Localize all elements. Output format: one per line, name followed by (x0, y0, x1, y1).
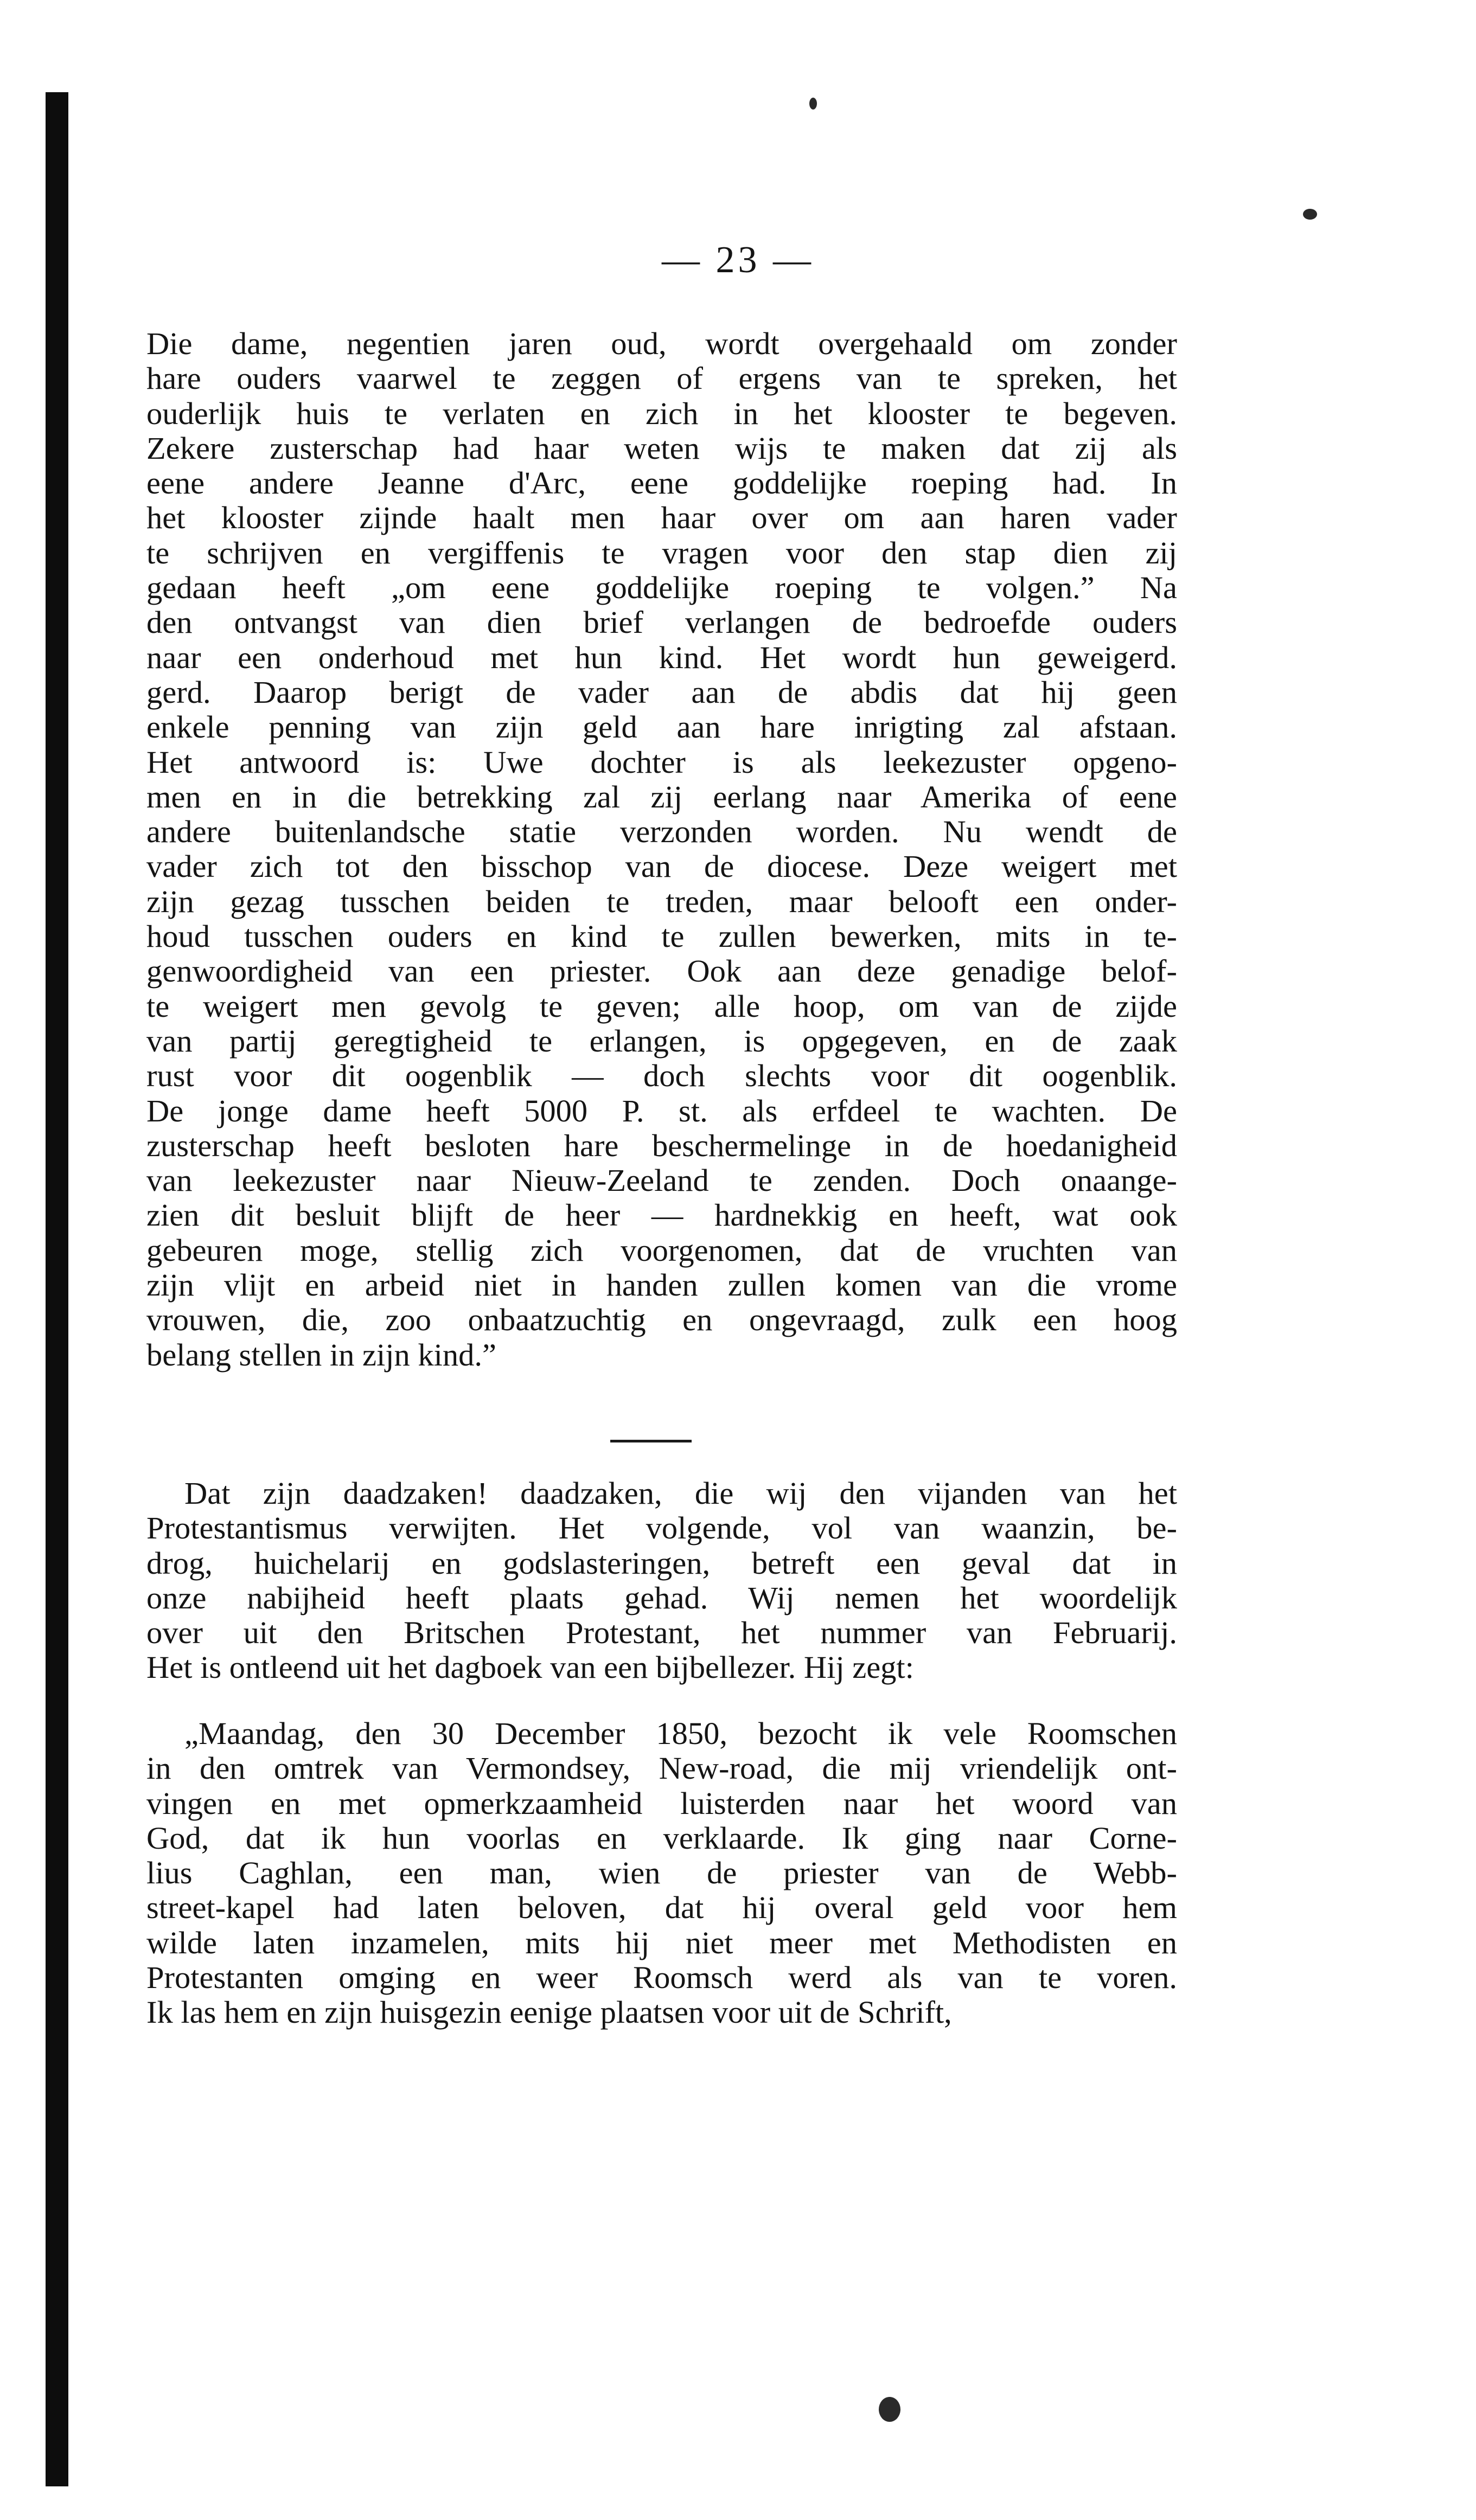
text-line: van partij geregtigheid te erlangen, is opgegeven, en de zaak (146, 1023, 1177, 1059)
text-line: eene andere Jeanne d'Arc, eene goddelijke roeping had. In (146, 465, 1177, 501)
text-line: enkele penning van zijn geld aan hare inrigting zal afstaan. (146, 709, 1177, 745)
text-line: te schrijven en vergiffenis te vragen voor den stap dien zij (146, 535, 1177, 570)
text-line: „Maandag, den 30 December 1850, bezocht ik vele Roomschen (184, 1716, 1177, 1751)
paragraph-3 (146, 1716, 1177, 2030)
text-line: houd tusschen ouders en kind te zullen bewerken, mits in te- (146, 919, 1177, 954)
text-line: andere buitenlandsche statie verzonden worden. Nu wendt de (146, 814, 1177, 850)
text-line: over uit den Britschen Protestant, het nummer van Februarij. (146, 1615, 1177, 1651)
text-line: genwoordigheid van een priester. Ook aan deze genadige belof- (146, 953, 1177, 989)
text-line: in den omtrek van Vermondsey, New-road, die mij vriendelijk ont- (146, 1750, 1177, 1786)
text-line: onze nabijheid heeft plaats gehad. Wij nemen het woordelijk (146, 1580, 1177, 1615)
text-line: vrouwen, die, zoo onbaatzuchtig en ongevraagd, zulk een hoog (146, 1302, 1177, 1338)
text-line: hare ouders vaarwel te zeggen of ergens van te spreken, het (146, 361, 1177, 396)
text-line: Het antwoord is: Uwe dochter is als leekezuster opgeno- (146, 744, 1177, 780)
text-line: gedaan heeft „om eene goddelijke roeping te volgen.” Na (146, 570, 1177, 606)
text-line: belang stellen in zijn kind.” (146, 1337, 496, 1373)
ink-speck (879, 2397, 900, 2422)
text-line: van leekezuster naar Nieuw-Zeeland te zenden. Doch onaange- (146, 1163, 1177, 1198)
text-line: wilde laten inzamelen, mits hij niet meer met Methodisten en (146, 1925, 1177, 1960)
text-line: lius Caghlan, een man, wien de priester van de Webb- (146, 1855, 1177, 1891)
text-line: drog, huichelarij en godslasteringen, betreft een geval dat in (146, 1545, 1177, 1581)
text-line: zijn vlijt en arbeid niet in handen zullen komen van die vrome (146, 1267, 1177, 1303)
text-line: rust voor dit oogenblik — doch slechts voor dit oogenblik. (146, 1058, 1177, 1094)
text-line: vingen en met opmerkzaamheid luisterden naar het woord van (146, 1785, 1177, 1821)
text-line: den ontvangst van dien brief verlangen de bedroefde ouders (146, 605, 1177, 640)
binding-edge (46, 92, 68, 2486)
text-line: street-kapel had laten beloven, dat hij overal geld voor hem (146, 1890, 1177, 1926)
text-line: Dat zijn daadzaken! daadzaken, die wij den vijanden van het (184, 1476, 1177, 1511)
page-number: — 23 — (662, 239, 814, 281)
text-line: zusterschap heeft besloten hare beschermelinge in de hoedanigheid (146, 1127, 1177, 1163)
ink-speck (1303, 209, 1317, 220)
text-line: vader zich tot den bisschop van de diocese. Deze weigert met (146, 849, 1177, 884)
text-line: naar een onderhoud met hun kind. Het wordt hun geweigerd. (146, 639, 1177, 675)
text-line: Ik las hem en zijn huisgezin eenige plaatsen voor uit de Schrift, (146, 1995, 952, 2030)
text-line: Protestanten omging en weer Roomsch werd als van te voren. (146, 1960, 1177, 1996)
section-divider (610, 1440, 692, 1442)
text-line: zien dit besluit blijft de heer — hardnekkig en heeft, wat ook (146, 1197, 1177, 1233)
ink-speck (809, 98, 817, 110)
text-line: Het is ontleend uit het dagboek van een bijbellezer. Hij zegt: (146, 1650, 914, 1685)
text-line: gebeuren moge, stellig zich voorgenomen, dat de vruchten van (146, 1232, 1177, 1268)
text-line: te weigert men gevolg te geven; alle hoop, om van de zijde (146, 988, 1177, 1024)
text-line: Protestantismus verwijten. Het volgende, vol van waanzin, be- (146, 1510, 1177, 1546)
text-line: ouderlijk huis te verlaten en zich in het klooster te begeven. (146, 395, 1177, 431)
text-line: zijn gezag tusschen beiden te treden, maar belooft een onder- (146, 883, 1177, 919)
text-line: Die dame, negentien jaren oud, wordt overgehaald om zonder (146, 326, 1177, 361)
text-line: Zekere zusterschap had haar weten wijs te maken dat zij als (146, 430, 1177, 466)
text-line: het klooster zijnde haalt men haar over om aan haren vader (146, 500, 1177, 536)
text-line: men en in die betrekking zal zij eerlang naar Amerika of eene (146, 779, 1177, 815)
text-line: gerd. Daarop berigt de vader aan de abdis dat hij geen (146, 674, 1177, 710)
paragraph-1 (146, 326, 1177, 1373)
paragraph-2 (146, 1476, 1177, 1685)
text-line: De jonge dame heeft 5000 P. st. als erfdeel te wachten. De (146, 1093, 1177, 1128)
text-line: God, dat ik hun voorlas en verklaarde. Ik ging naar Corne- (146, 1820, 1177, 1856)
